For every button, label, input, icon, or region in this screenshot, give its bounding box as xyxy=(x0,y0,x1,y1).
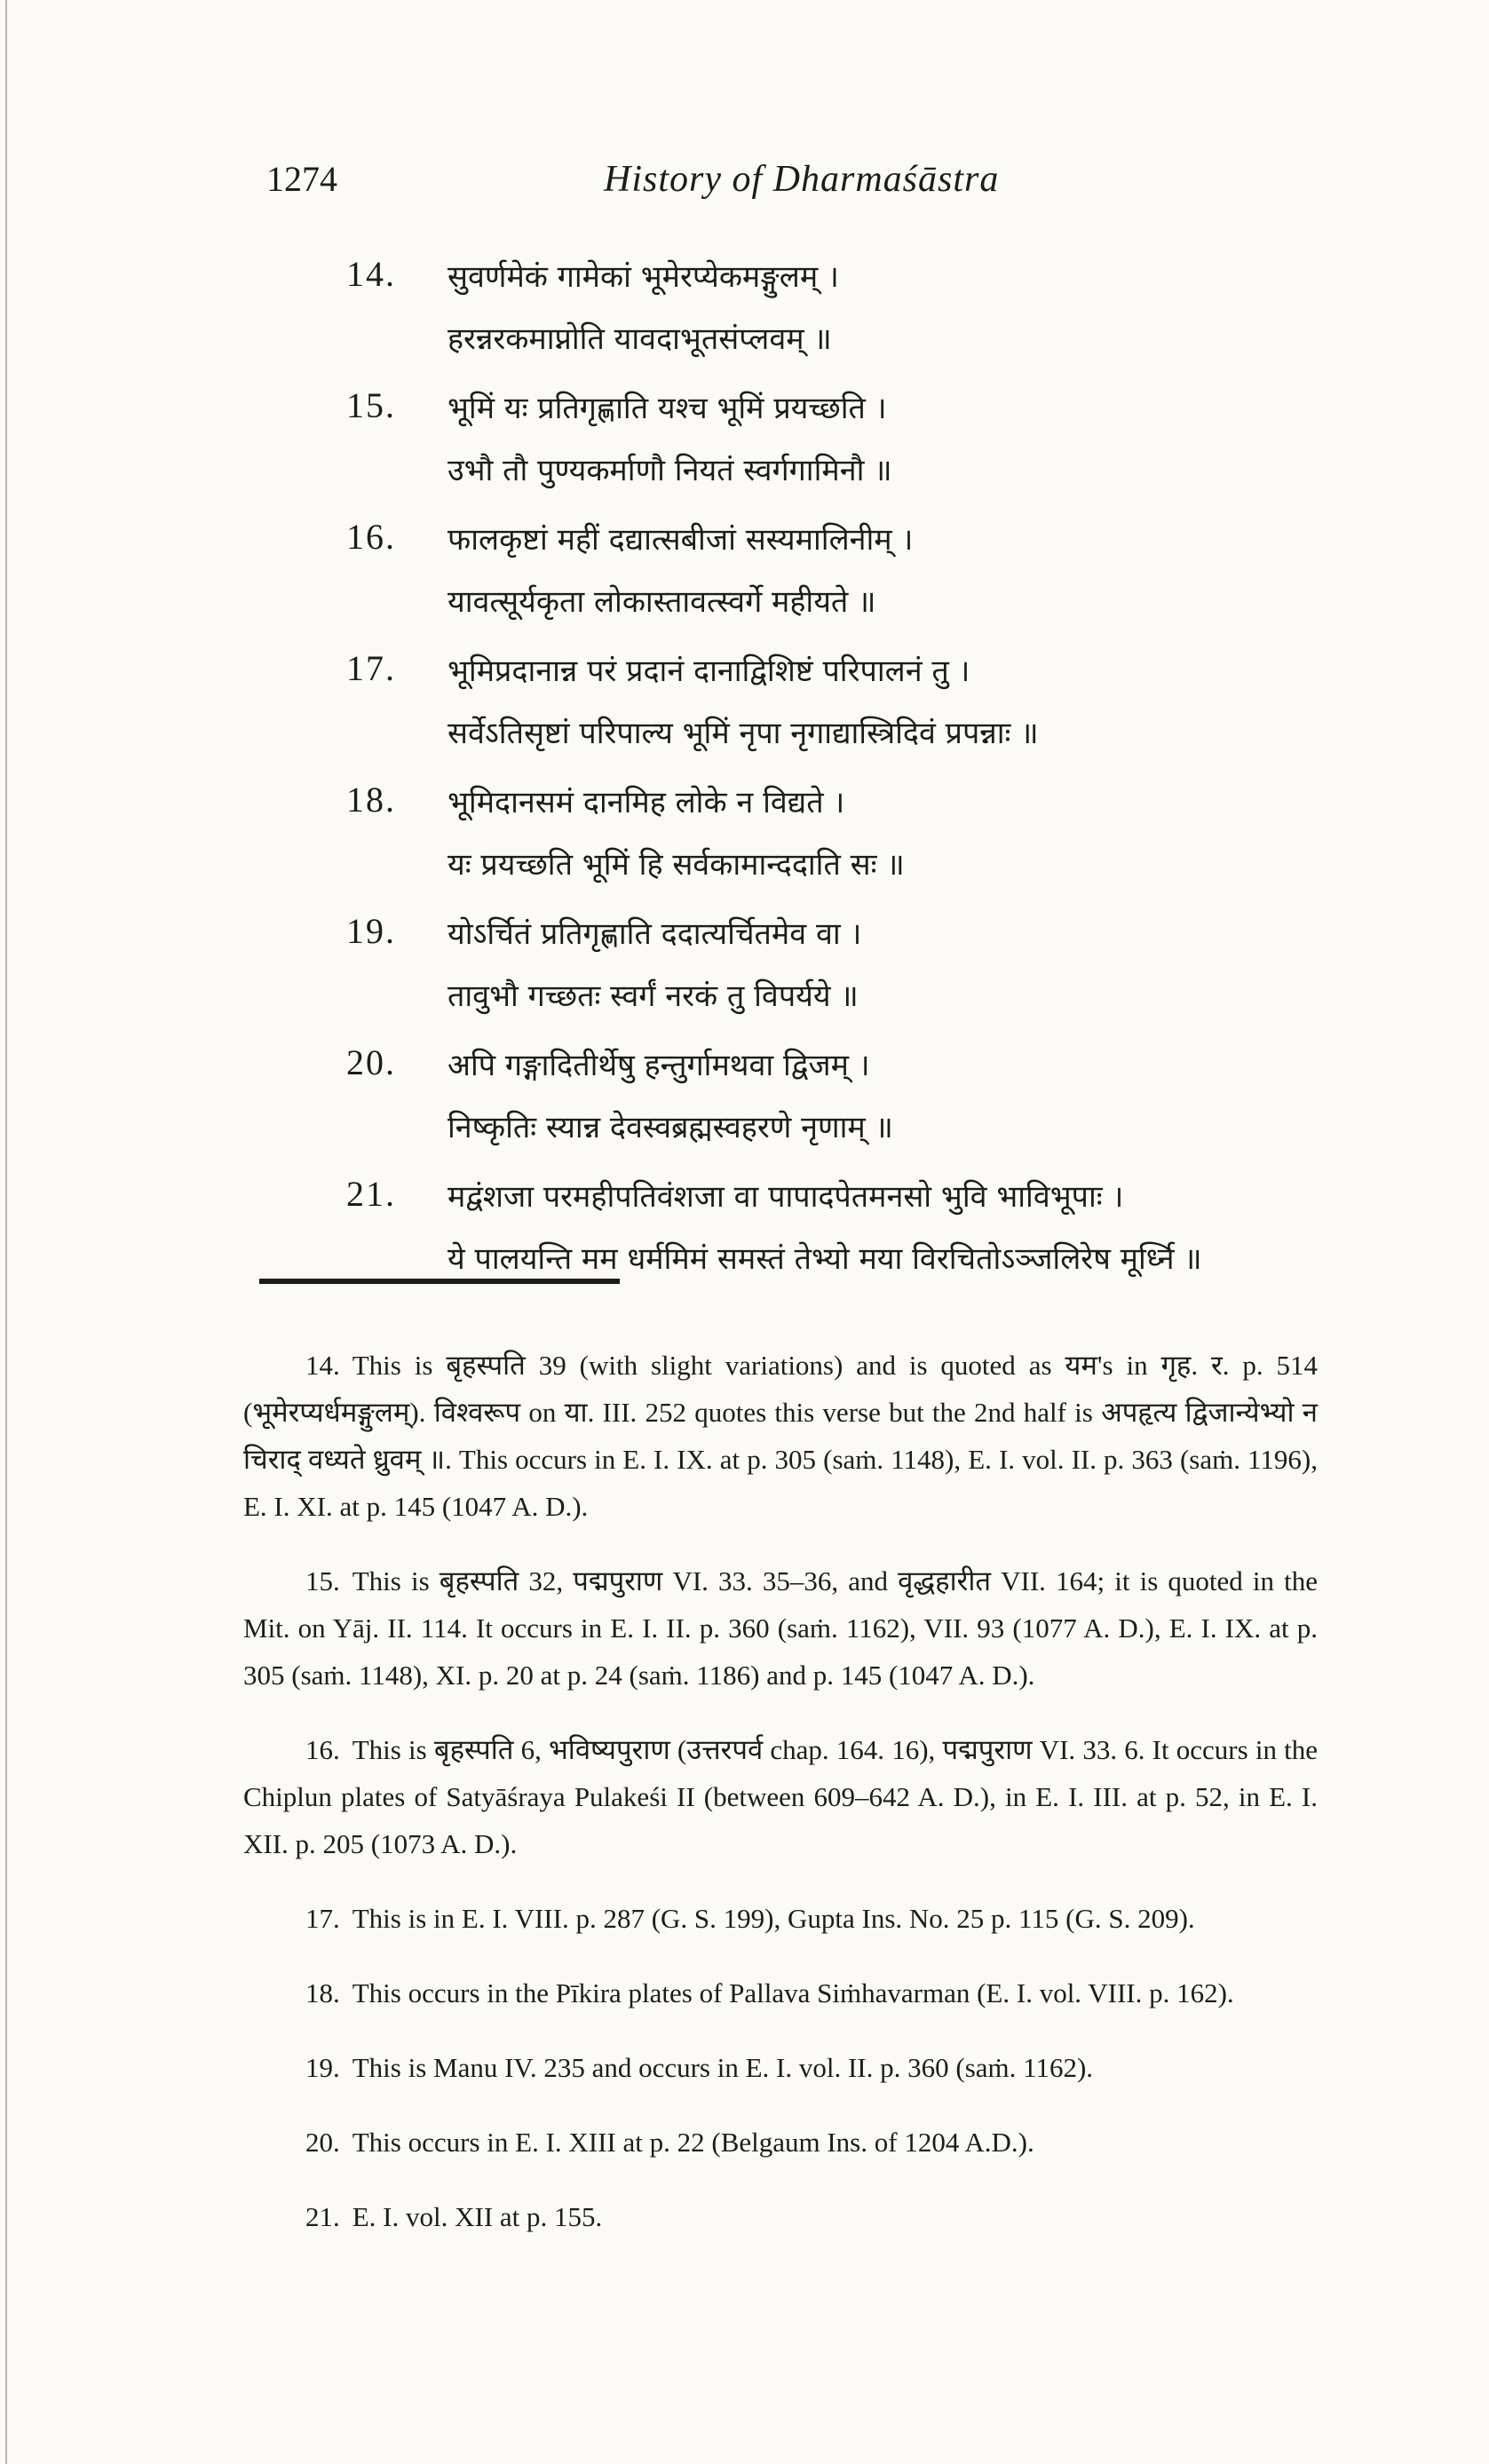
footnote-17 xyxy=(243,1895,1318,1942)
footnote-21 xyxy=(243,2193,1318,2240)
verse-line: यावत्सूर्यकृता लोकास्तावत्स्वर्गे महीयते ॥ xyxy=(447,584,876,620)
verse-line: मद्वंशजा परमहीपतिवंशजा वा पापादपेतमनसो भुवि भाविभूपाः । xyxy=(447,1179,1124,1215)
footnote-text: This occurs in E. I. XIII at p. 22 (Belgaum Ins. of 1204 A.D.). xyxy=(352,2127,1034,2158)
verse-line: सुवर्णमेकं गामेकां भूमेरप्येकमङ्गुलम् । xyxy=(447,259,839,295)
running-title: History of Dharmaśāstra xyxy=(604,159,1000,200)
verse-line: फालकृष्टां महीं दद्यात्सबीजां सस्यमालिनीम् । xyxy=(447,522,914,558)
verse-21 xyxy=(346,1173,1350,1304)
footnote-number: 17. xyxy=(305,1903,340,1934)
footnote-text: This is Manu IV. 235 and occurs in E. I. vol. II. p. 360 (saṁ. 1162). xyxy=(352,2052,1094,2083)
verse-line: हरन्नरकमाप्नोति यावदाभूतसंप्लवम् ॥ xyxy=(447,321,832,357)
footnote-number: 15. xyxy=(305,1565,340,1596)
verse-number: 17. xyxy=(346,648,396,688)
verse-17 xyxy=(346,647,1350,779)
footnote-number: 16. xyxy=(305,1734,340,1765)
verse-number: 20. xyxy=(346,1042,396,1082)
verse-number: 21. xyxy=(346,1174,396,1214)
footnote-number: 21. xyxy=(305,2201,340,2232)
footnote-number: 14. xyxy=(305,1350,340,1381)
footnote-14 xyxy=(243,1342,1318,1530)
verse-18 xyxy=(346,779,1350,910)
page-number: 1274 xyxy=(266,159,337,199)
footnote-19 xyxy=(243,2044,1318,2091)
verse-number: 18. xyxy=(346,780,396,820)
footnote-15 xyxy=(243,1557,1318,1699)
page-margin-line xyxy=(5,0,7,2464)
verse-15 xyxy=(346,384,1350,516)
footnote-18 xyxy=(243,1969,1318,2016)
footnotes xyxy=(243,1314,1318,2247)
footnote-20 xyxy=(243,2119,1318,2166)
verse-14 xyxy=(346,253,1350,384)
footnote-text: This occurs in the Pīkira plates of Pallava Siṁhavarman (E. I. vol. VIII. p. 162). xyxy=(352,1977,1234,2008)
verse-line: भूमिं यः प्रतिगृह्णाति यश्च भूमिं प्रयच्छति । xyxy=(447,391,887,426)
verse-line: ये पालयन्ति मम धर्ममिमं समस्तं तेभ्यो मया विरचितोऽञ्जलिरेष मूर्ध्नि ॥ xyxy=(447,1241,1202,1277)
page-header xyxy=(266,158,1314,211)
footnote-separator xyxy=(259,1279,620,1284)
verse-number: 19. xyxy=(346,911,396,951)
verse-line: यः प्रयच्छति भूमिं हि सर्वकामान्ददाति सः ॥ xyxy=(447,847,905,883)
verse-list xyxy=(346,253,1350,1304)
verse-line: उभौ तौ पुण्यकर्माणौ नियतं स्वर्गगामिनौ ॥ xyxy=(447,453,892,488)
verse-line: भूमिदानसमं दानमिह लोके न विद्यते । xyxy=(447,785,845,820)
verse-20 xyxy=(346,1042,1350,1173)
verse-line: निष्कृतिः स्यान्न देवस्वब्रह्मस्वहरणे नृणाम् ॥ xyxy=(447,1110,893,1145)
footnote-text: This is बृहस्पति 6, भविष्यपुराण (उत्तरपर्व chap. 164. 16), पद्मपुराण VI. 33. 6. It occurs in the Chiplun plates of Satyāśraya Pulakeśi II (between 609–642 A. D.), in E. I. III. at p. 52, in E. I. XII. p. 205 (1073 A. D.). xyxy=(243,1734,1318,1859)
footnote-text: E. I. vol. XII at p. 155. xyxy=(352,2201,603,2232)
footnote-16 xyxy=(243,1726,1318,1867)
footnote-number: 18. xyxy=(305,1977,340,2008)
footnote-text: This is बृहस्पति 32, पद्मपुराण VI. 33. 35–36, and वृद्धहारीत VII. 164; it is quoted in the Mit. on Yāj. II. 114. It occurs in E. I. II. p. 360 (saṁ. 1162), VII. 93 (1077 A. D.), E. I. IX. at p. 305 (saṁ. 1148), XI. p. 20 at p. 24 (saṁ. 1186) and p. 145 (1047 A. D.). xyxy=(243,1565,1318,1691)
verse-19 xyxy=(346,910,1350,1042)
verse-16 xyxy=(346,516,1350,647)
verse-number: 16. xyxy=(346,517,396,557)
verse-number: 14. xyxy=(346,254,396,294)
footnote-text: This is बृहस्पति 39 (with slight variations) and is quoted as यम's in गृह. र. p. 514 (भूमेरप्यर्धमङ्गुलम्). विश्वरूप on या. III. 252 quotes this verse but the 2nd half is अपहृत्य द्विजान्येभ्यो न चिराद् वध्यते ध्रुवम् ॥. This occurs in E. I. IX. at p. 305 (saṁ. 1148), E. I. vol. II. p. 363 (saṁ. 1196), E. I. XI. at p. 145 (1047 A. D.). xyxy=(243,1350,1318,1522)
verse-line: योऽर्चितं प्रतिगृह्णाति ददात्यर्चितमेव वा । xyxy=(447,916,862,952)
verse-line: अपि गङ्गादितीर्थेषु हन्तुर्गामथवा द्विजम् । xyxy=(447,1048,870,1083)
verse-line: भूमिप्रदानान्न परं प्रदानं दानाद्विशिष्टं परिपालनं तु । xyxy=(447,654,970,689)
footnote-number: 20. xyxy=(305,2127,340,2158)
verse-line: सर्वेऽतिसृष्टां परिपाल्य भूमिं नृपा नृगाद्यास्त्रिदिवं प्रपन्नाः ॥ xyxy=(447,716,1039,751)
verse-number: 15. xyxy=(346,385,396,425)
verse-line: तावुभौ गच्छतः स्वर्गं नरकं तु विपर्यये ॥ xyxy=(447,978,859,1014)
footnote-text: This is in E. I. VIII. p. 287 (G. S. 199), Gupta Ins. No. 25 p. 115 (G. S. 209). xyxy=(352,1903,1195,1934)
footnote-number: 19. xyxy=(305,2052,340,2083)
